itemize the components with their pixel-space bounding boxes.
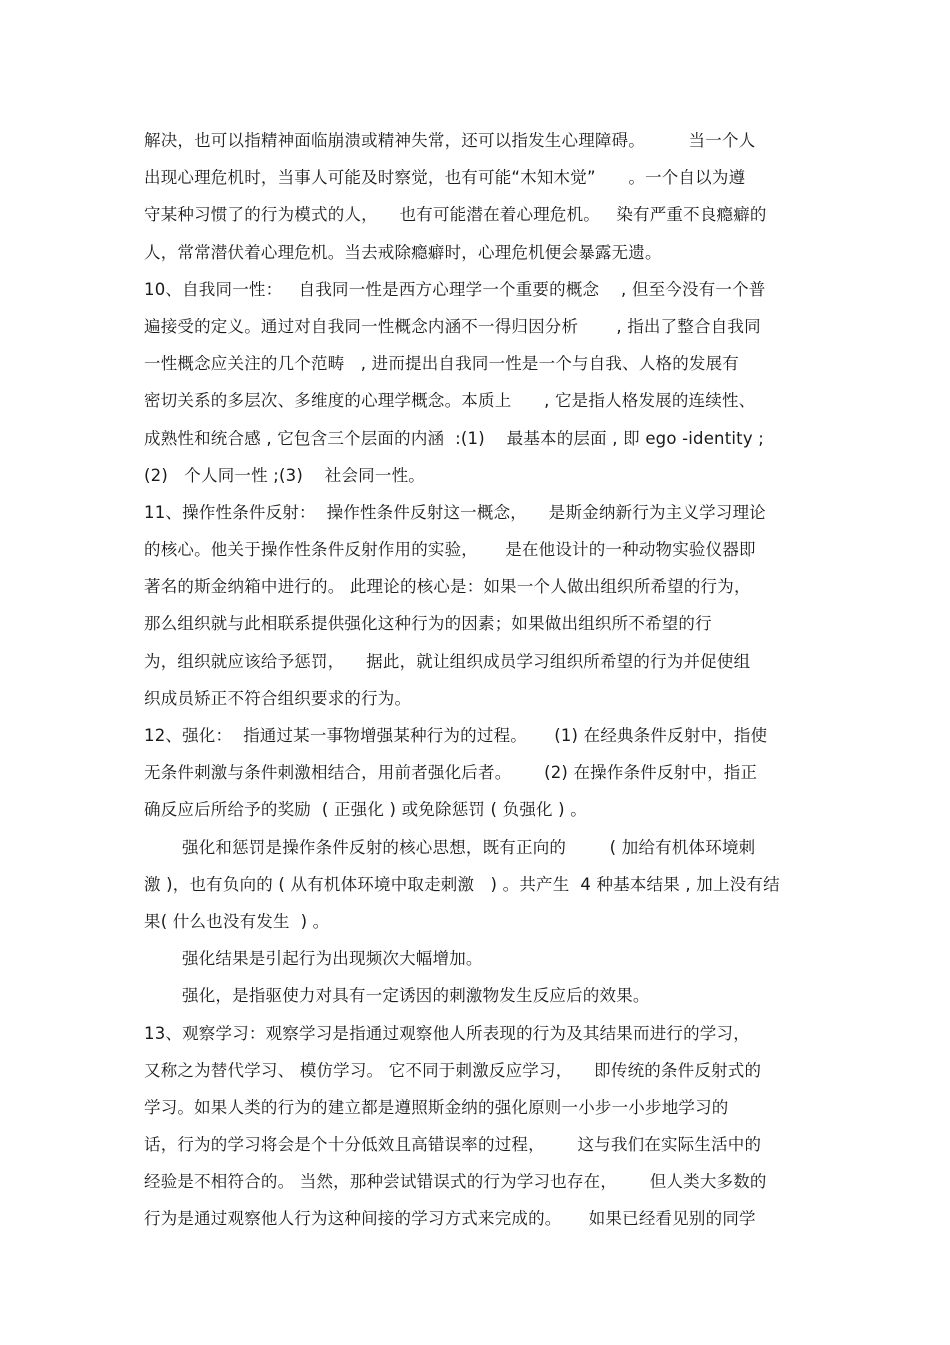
indented-paragraph-line: 强化和惩罚是操作条件反射的核心思想，既有正向的 ( 加给有机体环境刺	[182, 837, 756, 857]
text-line: 为，组织就应该给予惩罚， 据此，就让组织成员学习组织所希望的行为并促使组	[144, 651, 751, 671]
indented-paragraph-line: 强化，是指驱使力对具有一定诱因的刺激物发生反应后的效果。	[182, 986, 650, 1006]
text-line: 无条件刺激与条件刺激相结合，用前者强化后者。 (2) 在操作条件反射中，指正	[144, 763, 758, 783]
text-line: 遍接受的定义。通过对自我同一性概念内涵不一得归因分析 , 指出了整合自我同	[144, 316, 761, 336]
text-line: 果( 什么也没有发生 ) 。	[144, 911, 330, 931]
text-line: (2) 个人同一性 ;(3) 社会同一性。	[144, 465, 425, 485]
text-line: 经验是不相符合的。 当然，那种尝试错误式的行为学习也存在， 但人类大多数的	[144, 1172, 767, 1192]
text-line: 激 )，也有负向的 ( 从有机体环境中取走刺激 ) 。共产生 4 种基本结果 , 加上没有结	[144, 874, 780, 894]
section-13-heading-line: 13、观察学习：观察学习是指通过观察他人所表现的行为及其结果而进行的学习，	[144, 1023, 750, 1043]
indented-paragraph-line: 强化结果是引起行为出现频次大幅增加。	[182, 949, 483, 969]
text-line: 守某种习惯了的行为模式的人， 也有可能潜在着心理危机。 染有严重不良瘾癖的	[144, 205, 767, 225]
text-line: 解决，也可以指精神面临崩溃或精神失常，还可以指发生心理障碍。 当一个人	[144, 131, 756, 150]
text-line: 成熟性和统合感 , 它包含三个层面的内涵 :(1) 最基本的层面 , 即 ego -identity ;	[144, 428, 764, 448]
text-line: 学习。如果人类的行为的建立都是遵照斯金纳的强化原则一小步一小步地学习的	[144, 1097, 729, 1117]
section-11-heading-line: 11、操作性条件反射： 操作性条件反射这一概念， 是斯金纳新行为主义学习理论	[144, 502, 766, 522]
section-12-heading-line: 12、强化： 指通过某一事物增强某种行为的过程。 (1) 在经典条件反射中，指使	[144, 726, 768, 745]
text-line: 又称之为替代学习、 模仿学习。 它不同于刺激反应学习， 即传统的条件反射式的	[144, 1060, 762, 1080]
text-line: 出现心理危机时，当事人可能及时察觉，也有可能“木知木觉” 。一个自以为遵	[144, 168, 746, 188]
text-line: 密切关系的多层次、多维度的心理学概念。本质上 , 它是指人格发展的连续性、	[144, 391, 756, 411]
section-10-heading-line: 10、自我同一性： 自我同一性是西方心理学一个重要的概念 , 但至今没有一个普	[144, 279, 766, 299]
text-line: 那么组织就与此相联系提供强化这种行为的因素；如果做出组织所不希望的行	[144, 614, 712, 634]
text-line: 人，常常潜伏着心理危机。当去戒除瘾癖时，心理危机便会暴露无遗。	[144, 242, 662, 262]
text-line: 一性概念应关注的几个范畴 , 进而提出自我同一性是一个与自我、人格的发展有	[144, 354, 740, 374]
text-line: 话，行为的学习将会是个十分低效且高错误率的过程， 这与我们在实际生活中的	[144, 1135, 762, 1155]
text-line: 行为是通过观察他人行为这种间接的学习方式来完成的。 如果已经看见别的同学	[144, 1209, 756, 1229]
body-text	[144, 122, 824, 1238]
text-line: 的核心。他关于操作性条件反射作用的实验， 是在他设计的一种动物实验仪器即	[144, 540, 756, 560]
text-line: 织成员矫正不符合组织要求的行为。	[144, 688, 412, 708]
text-line: 著名的斯金纳箱中进行的。 此理论的核心是：如果一个人做出组织所希望的行为，	[144, 577, 751, 597]
text-line: 确反应后所给予的奖励 ( 正强化 ) 或免除惩罚 ( 负强化 ) 。	[144, 800, 587, 820]
